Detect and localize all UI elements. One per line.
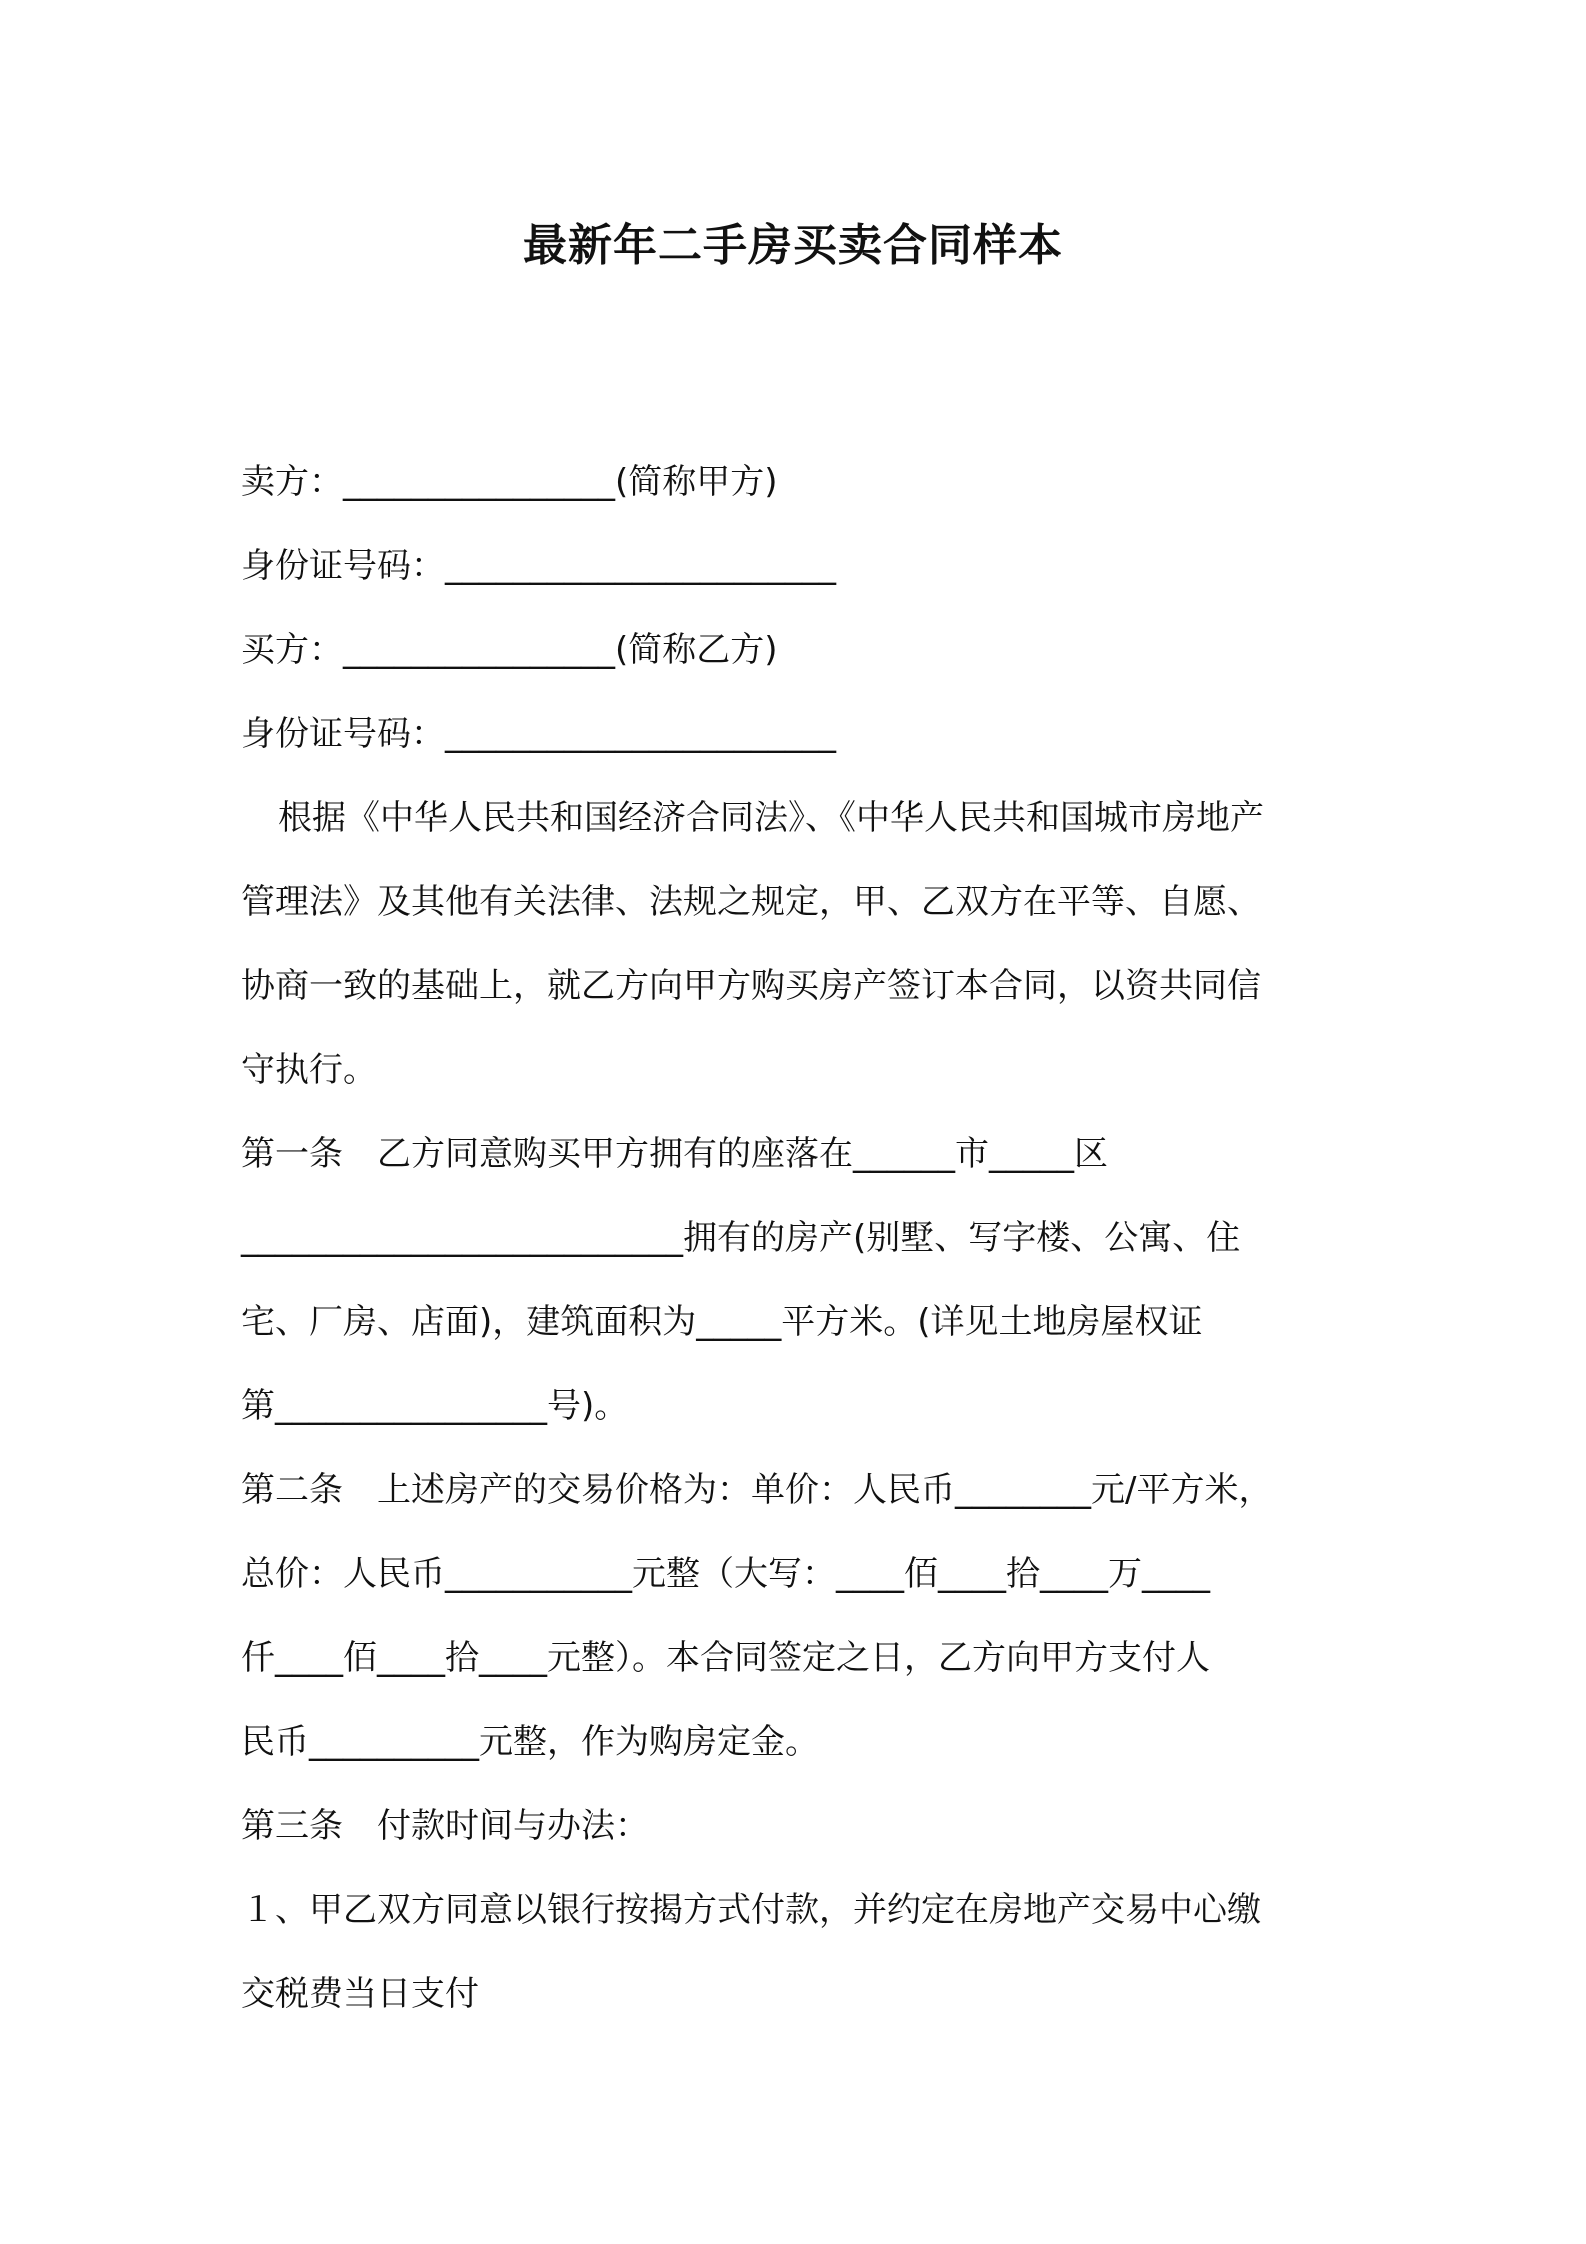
article-1-line-3: 宅、厂房、店面)，建筑面积为_____平方米。(详见土地房屋权证 — [241, 1302, 1203, 1342]
article-3-clause-1-line-1: １、甲乙双方同意以银行按揭方式付款，并约定在房地产交易中心缴 — [241, 1890, 1261, 1930]
seller-line: 卖方：________________(简称甲方) — [241, 462, 778, 502]
seller-id-line: 身份证号码：_______________________ — [241, 546, 836, 586]
contract-body — [241, 440, 1357, 2036]
article-2-line-4: 民币__________元整，作为购房定金。 — [241, 1722, 819, 1762]
article-1-line-2: __________________________拥有的房产(别墅、写字楼、公寓、住 — [241, 1218, 1241, 1258]
article-1-line-1: 第一条 乙方同意购买甲方拥有的座落在______市_____区 — [241, 1134, 1108, 1174]
buyer-id-line: 身份证号码：_______________________ — [241, 714, 836, 754]
article-2-line-3: 仟____佰____拾____元整）。本合同签定之日，乙方向甲方支付人 — [241, 1638, 1210, 1678]
buyer-line: 买方：________________(简称乙方) — [241, 630, 778, 670]
preamble-line-2: 管理法》及其他有关法律、法规之规定，甲、乙双方在平等、自愿、 — [241, 882, 1261, 922]
article-1-line-4: 第________________号)。 — [241, 1386, 629, 1426]
preamble-line-1: 根据《中华人民共和国经济合同法》、《中华人民共和国城市房地产 — [278, 798, 1264, 838]
article-3-clause-1-line-2: 交税费当日支付 — [241, 1974, 479, 2014]
article-2-line-2: 总价：人民币___________元整（大写：____佰____拾____万____ — [241, 1554, 1210, 1594]
document-title: 最新年二手房买卖合同样本 — [523, 220, 1063, 271]
preamble-line-3: 协商一致的基础上，就乙方向甲方购买房产签订本合同，以资共同信 — [241, 966, 1261, 1006]
preamble-line-4: 守执行。 — [241, 1050, 377, 1090]
article-3-line-1: 第三条 付款时间与办法： — [241, 1806, 649, 1846]
article-2-line-1: 第二条 上述房产的交易价格为：单价：人民币________元/平方米， — [241, 1470, 1273, 1510]
